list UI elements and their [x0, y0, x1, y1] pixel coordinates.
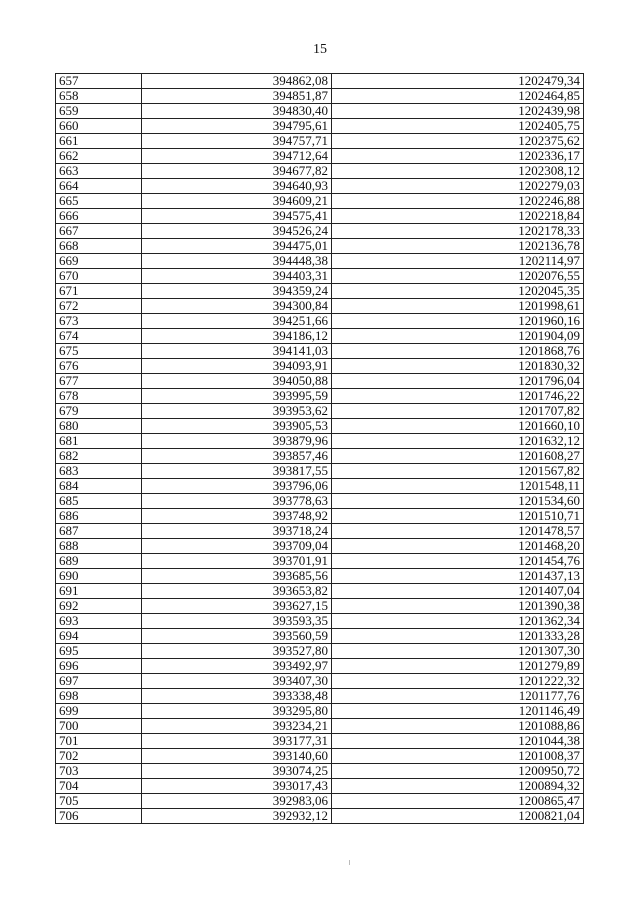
- y-coordinate-cell: 1202114,97: [332, 254, 584, 269]
- x-coordinate-cell: 393295,80: [142, 704, 332, 719]
- x-coordinate-cell: 394526,24: [142, 224, 332, 239]
- point-number-cell: 662: [56, 149, 142, 164]
- table-row: [56, 644, 584, 659]
- table-row: [56, 449, 584, 464]
- table-row: [56, 464, 584, 479]
- y-coordinate-cell: 1202178,33: [332, 224, 584, 239]
- point-number-cell: 687: [56, 524, 142, 539]
- x-coordinate-cell: 393685,56: [142, 569, 332, 584]
- table-row: [56, 104, 584, 119]
- x-coordinate-cell: 394251,66: [142, 314, 332, 329]
- y-coordinate-cell: 1202045,35: [332, 284, 584, 299]
- x-coordinate-cell: 393817,55: [142, 464, 332, 479]
- y-coordinate-cell: 1201632,12: [332, 434, 584, 449]
- x-coordinate-cell: 393140,60: [142, 749, 332, 764]
- table-row: [56, 494, 584, 509]
- point-number-cell: 705: [56, 794, 142, 809]
- point-number-cell: 658: [56, 89, 142, 104]
- x-coordinate-cell: 394186,12: [142, 329, 332, 344]
- point-number-cell: 659: [56, 104, 142, 119]
- point-number-cell: 697: [56, 674, 142, 689]
- x-coordinate-cell: 393593,35: [142, 614, 332, 629]
- point-number-cell: 690: [56, 569, 142, 584]
- table-row: [56, 149, 584, 164]
- point-number-cell: 677: [56, 374, 142, 389]
- y-coordinate-cell: 1201222,32: [332, 674, 584, 689]
- table-row: [56, 614, 584, 629]
- table-row: [56, 344, 584, 359]
- point-number-cell: 674: [56, 329, 142, 344]
- y-coordinate-cell: 1201177,76: [332, 689, 584, 704]
- y-coordinate-cell: 1202479,34: [332, 74, 584, 89]
- table-row: [56, 284, 584, 299]
- point-number-cell: 704: [56, 779, 142, 794]
- table-row: [56, 134, 584, 149]
- table-row: [56, 659, 584, 674]
- table-row: [56, 539, 584, 554]
- y-coordinate-cell: 1202218,84: [332, 209, 584, 224]
- point-number-cell: 692: [56, 599, 142, 614]
- point-number-cell: 683: [56, 464, 142, 479]
- table-row: [56, 389, 584, 404]
- point-number-cell: 673: [56, 314, 142, 329]
- x-coordinate-cell: 394093,91: [142, 359, 332, 374]
- x-coordinate-cell: 393778,63: [142, 494, 332, 509]
- x-coordinate-cell: 393234,21: [142, 719, 332, 734]
- y-coordinate-cell: 1201998,61: [332, 299, 584, 314]
- table-row: [56, 719, 584, 734]
- x-coordinate-cell: 394448,38: [142, 254, 332, 269]
- point-number-cell: 706: [56, 809, 142, 824]
- x-coordinate-cell: 394609,21: [142, 194, 332, 209]
- x-coordinate-cell: 394712,64: [142, 149, 332, 164]
- y-coordinate-cell: 1201707,82: [332, 404, 584, 419]
- point-number-cell: 686: [56, 509, 142, 524]
- x-coordinate-cell: 394757,71: [142, 134, 332, 149]
- x-coordinate-cell: 394141,03: [142, 344, 332, 359]
- y-coordinate-cell: 1201044,38: [332, 734, 584, 749]
- point-number-cell: 699: [56, 704, 142, 719]
- point-number-cell: 666: [56, 209, 142, 224]
- point-number-cell: 670: [56, 269, 142, 284]
- table-row: [56, 254, 584, 269]
- x-coordinate-cell: 394862,08: [142, 74, 332, 89]
- x-coordinate-cell: 394677,82: [142, 164, 332, 179]
- x-coordinate-cell: 394640,93: [142, 179, 332, 194]
- y-coordinate-cell: 1200865,47: [332, 794, 584, 809]
- table-row: [56, 374, 584, 389]
- table-row: [56, 179, 584, 194]
- x-coordinate-cell: 393492,97: [142, 659, 332, 674]
- point-number-cell: 664: [56, 179, 142, 194]
- x-coordinate-cell: 393709,04: [142, 539, 332, 554]
- y-coordinate-cell: 1201746,22: [332, 389, 584, 404]
- point-number-cell: 701: [56, 734, 142, 749]
- y-coordinate-cell: 1201454,76: [332, 554, 584, 569]
- y-coordinate-cell: 1202279,03: [332, 179, 584, 194]
- table-row: [56, 329, 584, 344]
- point-number-cell: 672: [56, 299, 142, 314]
- point-number-cell: 669: [56, 254, 142, 269]
- y-coordinate-cell: 1201534,60: [332, 494, 584, 509]
- point-number-cell: 682: [56, 449, 142, 464]
- point-number-cell: 665: [56, 194, 142, 209]
- point-number-cell: 668: [56, 239, 142, 254]
- point-number-cell: 657: [56, 74, 142, 89]
- x-coordinate-cell: 393796,06: [142, 479, 332, 494]
- y-coordinate-cell: 1202375,62: [332, 134, 584, 149]
- table-row: [56, 629, 584, 644]
- table-row: [56, 434, 584, 449]
- x-coordinate-cell: 393177,31: [142, 734, 332, 749]
- point-number-cell: 675: [56, 344, 142, 359]
- point-number-cell: 702: [56, 749, 142, 764]
- coordinates-table: [55, 73, 584, 824]
- y-coordinate-cell: 1201088,86: [332, 719, 584, 734]
- point-number-cell: 698: [56, 689, 142, 704]
- y-coordinate-cell: 1202336,17: [332, 149, 584, 164]
- point-number-cell: 679: [56, 404, 142, 419]
- x-coordinate-cell: 393701,91: [142, 554, 332, 569]
- table-row: [56, 509, 584, 524]
- table-row: [56, 359, 584, 374]
- point-number-cell: 671: [56, 284, 142, 299]
- point-number-cell: 684: [56, 479, 142, 494]
- x-coordinate-cell: 394475,01: [142, 239, 332, 254]
- table-row: [56, 194, 584, 209]
- x-coordinate-cell: 393953,62: [142, 404, 332, 419]
- x-coordinate-cell: 393857,46: [142, 449, 332, 464]
- y-coordinate-cell: 1202246,88: [332, 194, 584, 209]
- scan-mark: [349, 860, 350, 865]
- table-row: [56, 794, 584, 809]
- y-coordinate-cell: 1201390,38: [332, 599, 584, 614]
- table-row: [56, 314, 584, 329]
- table-row: [56, 749, 584, 764]
- point-number-cell: 667: [56, 224, 142, 239]
- table-row: [56, 704, 584, 719]
- y-coordinate-cell: 1201904,09: [332, 329, 584, 344]
- x-coordinate-cell: 393017,43: [142, 779, 332, 794]
- y-coordinate-cell: 1202308,12: [332, 164, 584, 179]
- y-coordinate-cell: 1202439,98: [332, 104, 584, 119]
- point-number-cell: 691: [56, 584, 142, 599]
- table-row: [56, 764, 584, 779]
- point-number-cell: 676: [56, 359, 142, 374]
- x-coordinate-cell: 393560,59: [142, 629, 332, 644]
- x-coordinate-cell: 393995,59: [142, 389, 332, 404]
- x-coordinate-cell: 393879,96: [142, 434, 332, 449]
- y-coordinate-cell: 1201333,28: [332, 629, 584, 644]
- point-number-cell: 681: [56, 434, 142, 449]
- table-row: [56, 209, 584, 224]
- table-row: [56, 524, 584, 539]
- table-row: [56, 419, 584, 434]
- point-number-cell: 663: [56, 164, 142, 179]
- x-coordinate-cell: 394795,61: [142, 119, 332, 134]
- x-coordinate-cell: 394830,40: [142, 104, 332, 119]
- x-coordinate-cell: 393527,80: [142, 644, 332, 659]
- point-number-cell: 680: [56, 419, 142, 434]
- y-coordinate-cell: 1201279,89: [332, 659, 584, 674]
- table-row: [56, 554, 584, 569]
- point-number-cell: 694: [56, 629, 142, 644]
- y-coordinate-cell: 1202076,55: [332, 269, 584, 284]
- point-number-cell: 703: [56, 764, 142, 779]
- x-coordinate-cell: 393407,30: [142, 674, 332, 689]
- y-coordinate-cell: 1200894,32: [332, 779, 584, 794]
- point-number-cell: 660: [56, 119, 142, 134]
- x-coordinate-cell: 393748,92: [142, 509, 332, 524]
- point-number-cell: 695: [56, 644, 142, 659]
- table-row: [56, 689, 584, 704]
- y-coordinate-cell: 1201362,34: [332, 614, 584, 629]
- x-coordinate-cell: 394851,87: [142, 89, 332, 104]
- y-coordinate-cell: 1201510,71: [332, 509, 584, 524]
- table-row: [56, 779, 584, 794]
- table-row: [56, 674, 584, 689]
- y-coordinate-cell: 1202136,78: [332, 239, 584, 254]
- table-row: [56, 404, 584, 419]
- table-row: [56, 584, 584, 599]
- y-coordinate-cell: 1201468,20: [332, 539, 584, 554]
- y-coordinate-cell: 1202405,75: [332, 119, 584, 134]
- x-coordinate-cell: 393338,48: [142, 689, 332, 704]
- x-coordinate-cell: 393905,53: [142, 419, 332, 434]
- table-row: [56, 224, 584, 239]
- y-coordinate-cell: 1201960,16: [332, 314, 584, 329]
- x-coordinate-cell: 394300,84: [142, 299, 332, 314]
- y-coordinate-cell: 1201548,11: [332, 479, 584, 494]
- point-number-cell: 696: [56, 659, 142, 674]
- x-coordinate-cell: 393718,24: [142, 524, 332, 539]
- y-coordinate-cell: 1201830,32: [332, 359, 584, 374]
- table-row: [56, 269, 584, 284]
- table-row: [56, 809, 584, 824]
- y-coordinate-cell: 1201660,10: [332, 419, 584, 434]
- table-row: [56, 239, 584, 254]
- y-coordinate-cell: 1201437,13: [332, 569, 584, 584]
- point-number-cell: 689: [56, 554, 142, 569]
- y-coordinate-cell: 1201008,37: [332, 749, 584, 764]
- table-row: [56, 599, 584, 614]
- x-coordinate-cell: 393074,25: [142, 764, 332, 779]
- y-coordinate-cell: 1202464,85: [332, 89, 584, 104]
- x-coordinate-cell: 392983,06: [142, 794, 332, 809]
- y-coordinate-cell: 1201478,57: [332, 524, 584, 539]
- table-row: [56, 569, 584, 584]
- page-number: 15: [313, 42, 327, 57]
- table-row: [56, 479, 584, 494]
- table-row: [56, 299, 584, 314]
- x-coordinate-cell: 393627,15: [142, 599, 332, 614]
- point-number-cell: 685: [56, 494, 142, 509]
- point-number-cell: 661: [56, 134, 142, 149]
- y-coordinate-cell: 1201796,04: [332, 374, 584, 389]
- point-number-cell: 678: [56, 389, 142, 404]
- x-coordinate-cell: 394359,24: [142, 284, 332, 299]
- x-coordinate-cell: 394575,41: [142, 209, 332, 224]
- x-coordinate-cell: 394050,88: [142, 374, 332, 389]
- table-row: [56, 164, 584, 179]
- point-number-cell: 688: [56, 539, 142, 554]
- table-row: [56, 74, 584, 89]
- table-row: [56, 119, 584, 134]
- y-coordinate-cell: 1201146,49: [332, 704, 584, 719]
- y-coordinate-cell: 1201307,30: [332, 644, 584, 659]
- table-row: [56, 734, 584, 749]
- point-number-cell: 700: [56, 719, 142, 734]
- y-coordinate-cell: 1201567,82: [332, 464, 584, 479]
- point-number-cell: 693: [56, 614, 142, 629]
- x-coordinate-cell: 393653,82: [142, 584, 332, 599]
- y-coordinate-cell: 1200950,72: [332, 764, 584, 779]
- x-coordinate-cell: 394403,31: [142, 269, 332, 284]
- y-coordinate-cell: 1201608,27: [332, 449, 584, 464]
- x-coordinate-cell: 392932,12: [142, 809, 332, 824]
- coordinates-table-body: [56, 74, 584, 824]
- y-coordinate-cell: 1200821,04: [332, 809, 584, 824]
- y-coordinate-cell: 1201407,04: [332, 584, 584, 599]
- y-coordinate-cell: 1201868,76: [332, 344, 584, 359]
- table-row: [56, 89, 584, 104]
